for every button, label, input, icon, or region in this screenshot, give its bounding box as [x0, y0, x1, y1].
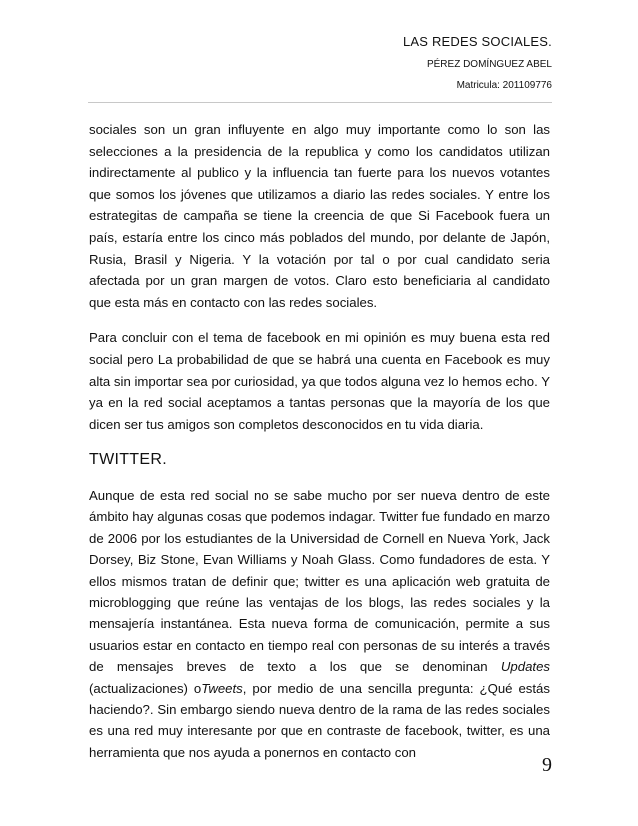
section-heading-twitter: TWITTER.	[89, 451, 167, 469]
header-divider	[88, 102, 552, 103]
header-matricula: Matricula: 201109776	[456, 80, 552, 91]
header-author: PÉREZ DOMÍNGUEZ ABEL	[426, 59, 552, 70]
term-updates: Updates	[500, 659, 550, 675]
header-title: LAS REDES SOCIALES.	[402, 34, 552, 49]
page-number: 9	[542, 754, 552, 776]
document-body	[89, 119, 550, 777]
paragraph-twitter-text-a: Aunque de esta red social no se sabe mucho por ser nueva dentro de este ámbito hay algunas cosas que podemos indagar. Twitter fue fundado en marzo de 2006 por los estudiantes de la Universidad de Cornell en Nueva York, Jack Dorsey, Biz Stone, Evan Williams y Noah Glass. Como fundadores de esta. Y ellos mismos tratan de definir que; twitter es una aplicación web gratuita de microblogging que reúne las ventajas de los blogs, las redes sociales y la mensajería instantánea. Esta nueva forma de comunicación, permite a sus usuarios estar en contacto en tiempo real con personas de su interés a través de mensajes breves de texto a los que se denominan	[89, 487, 550, 675]
paragraph-twitter-text-c: , por medio de una sencilla pregunta: ¿Qué estás haciendo?. Sin embargo siendo nueva dentro de la rama de las redes sociales es una red muy interesante por que en contraste de facebook, twitter, es una herramienta que nos ayuda a ponernos en contacto con	[89, 680, 550, 760]
term-tweets: Tweets	[201, 680, 243, 696]
paragraph-conclusion-facebook: Para concluir con el tema de facebook en mi opinión es muy buena esta red social pero La probabilidad de que se habrá una cuenta en Facebook es muy alta sin importar sea por curiosidad, ya que todos alguna vez lo hemos echo. Y ya en la red social aceptamos a tantas personas que la mayoría de los que dicen ser tus amigos son completos desconocidos en tu vida diaria.	[89, 330, 550, 432]
page-header	[403, 33, 552, 93]
paragraph-twitter	[89, 485, 550, 763]
paragraph-twitter-text-b: (actualizaciones) o	[89, 680, 202, 696]
paragraph-elecciones: sociales son un gran influyente en algo muy importante como lo son las selecciones a la presidencia de la republica y como los candidatos utilizan indirectamente al publico y la influencia tan fuerte para los nuevos votantes que somos los jóvenes que utilizamos a diario las redes sociales. Y entre los estrategitas de campaña se tiene la creencia de que Si Facebook fuera un país, estaría entre los cinco más poblados del mundo, por delante de Japón, Rusia, Brasil y Nigeria. Y la votación por tal o por cual candidato seria afectada por un gran margen de votos. Claro esto beneficiaria al candidato que esta más en contacto con las redes sociales.	[89, 122, 550, 310]
